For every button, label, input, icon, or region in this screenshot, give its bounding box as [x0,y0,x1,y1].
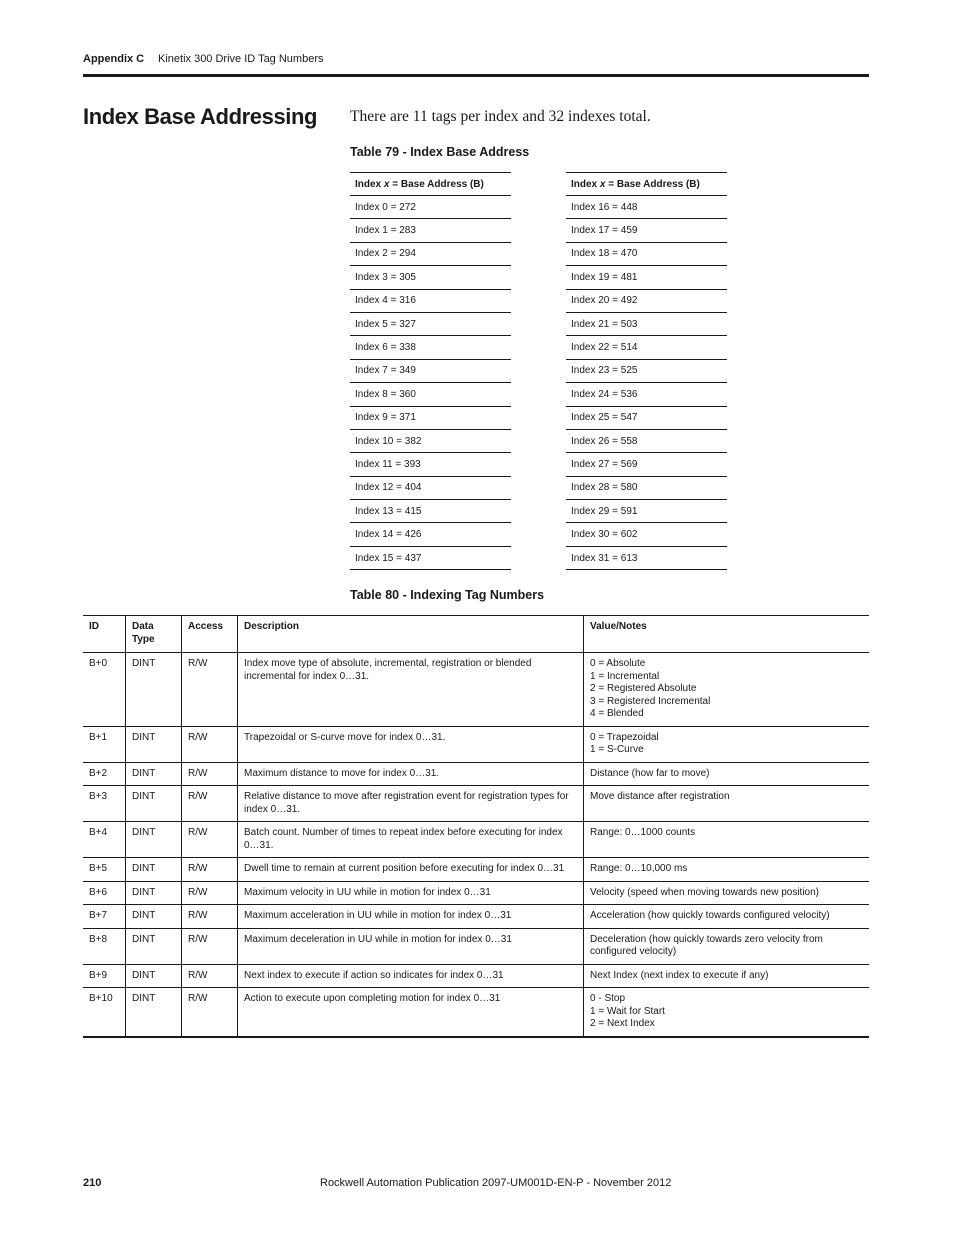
access-cell: R/W [182,762,238,786]
access-cell: R/W [182,786,238,822]
access-cell: R/W [182,905,238,929]
appendix-label: Appendix C [83,53,145,65]
index-base-cell: Index 23 = 525 [566,359,727,382]
table-row [350,219,511,242]
intro-text: There are 11 tags per index and 32 indexes total. [350,108,651,125]
table-row [83,762,869,786]
id-cell: B+4 [83,822,126,858]
access-cell: R/W [182,858,238,882]
value-notes-cell: 0 = Trapezoidal 1 = S-Curve [584,726,870,762]
running-header [83,53,324,65]
index-base-cell: Index 5 = 327 [350,312,511,335]
index-base-table-left [350,172,511,570]
index-base-cell: Index 10 = 382 [350,429,511,452]
table-row [83,881,869,905]
index-base-cell: Index 7 = 349 [350,359,511,382]
description-cell: Batch count. Number of times to repeat index before executing for index 0…31. [238,822,584,858]
index-base-cell: Index 11 = 393 [350,453,511,476]
data-type-cell: DINT [126,653,182,727]
table-row [350,266,511,289]
index-base-cell: Index 2 = 294 [350,242,511,265]
index-base-cell: Index 3 = 305 [350,266,511,289]
publication-info: Rockwell Automation Publication 2097-UM001D-EN-P - November 2012 [320,1177,672,1189]
table-row [566,429,727,452]
description-cell: Relative distance to move after registration event for registration types for index 0…31. [238,786,584,822]
table-row [83,653,869,727]
table-row [566,266,727,289]
col-value-notes: Value/Notes [584,616,870,653]
access-cell: R/W [182,928,238,964]
index-base-cell: Index 27 = 569 [566,453,727,476]
value-notes-cell: Range: 0…10,000 ms [584,858,870,882]
table-row [350,196,511,219]
table-row [566,289,727,312]
access-cell: R/W [182,822,238,858]
table-row [566,523,727,546]
data-type-cell: DINT [126,786,182,822]
index-base-cell: Index 29 = 591 [566,500,727,523]
value-notes-cell: 0 = Absolute 1 = Incremental 2 = Registered Absolute 3 = Registered Incremental 4 = Blended [584,653,870,727]
index-base-table-right [566,172,727,570]
value-notes-cell: Deceleration (how quickly towards zero velocity from configured velocity) [584,928,870,964]
id-cell: B+8 [83,928,126,964]
index-base-cell: Index 30 = 602 [566,523,727,546]
index-base-cell: Index 8 = 360 [350,383,511,406]
description-cell: Maximum velocity in UU while in motion for index 0…31 [238,881,584,905]
table-row [350,359,511,382]
table-row [566,219,727,242]
table-row [350,383,511,406]
table-row [350,546,511,569]
table-row [350,523,511,546]
description-cell: Next index to execute if action so indicates for index 0…31 [238,964,584,988]
table-row [83,726,869,762]
table-row [350,289,511,312]
index-base-cell: Index 13 = 415 [350,500,511,523]
table-row [350,242,511,265]
value-notes-cell: Move distance after registration [584,786,870,822]
index-base-cell: Index 25 = 547 [566,406,727,429]
data-type-cell: DINT [126,762,182,786]
description-cell: Dwell time to remain at current position before executing for index 0…31 [238,858,584,882]
table79-header: Index x = Base Address (B) [350,173,511,196]
table79-right-body [566,196,727,570]
index-base-cell: Index 12 = 404 [350,476,511,499]
value-notes-cell: Distance (how far to move) [584,762,870,786]
index-base-cell: Index 19 = 481 [566,266,727,289]
value-notes-cell: 0 - Stop 1 = Wait for Start 2 = Next Index [584,988,870,1037]
description-cell: Index move type of absolute, incremental, registration or blended incremental for index 0…31. [238,653,584,727]
table79-header: Index x = Base Address (B) [566,173,727,196]
col-access: Access [182,616,238,653]
access-cell: R/W [182,988,238,1037]
section-title: Index Base Addressing [83,104,318,129]
page-number: 210 [83,1177,102,1189]
id-cell: B+9 [83,964,126,988]
id-cell: B+7 [83,905,126,929]
index-base-cell: Index 17 = 459 [566,219,727,242]
table-row [350,312,511,335]
description-cell: Maximum deceleration in UU while in motion for index 0…31 [238,928,584,964]
index-base-cell: Index 6 = 338 [350,336,511,359]
index-base-cell: Index 16 = 448 [566,196,727,219]
table-row [566,312,727,335]
id-cell: B+6 [83,881,126,905]
id-cell: B+5 [83,858,126,882]
index-base-cell: Index 26 = 558 [566,429,727,452]
table-row [566,336,727,359]
table-row [350,476,511,499]
table-row [566,383,727,406]
table-row [566,476,727,499]
access-cell: R/W [182,726,238,762]
data-type-cell: DINT [126,905,182,929]
index-base-cell: Index 28 = 580 [566,476,727,499]
table80-header-row [83,616,869,653]
data-type-cell: DINT [126,964,182,988]
id-cell: B+1 [83,726,126,762]
description-cell: Maximum distance to move for index 0…31. [238,762,584,786]
table-row [83,822,869,858]
table79-left-body [350,196,511,570]
table-row [83,858,869,882]
table-row [350,406,511,429]
table80-body [83,653,869,1037]
header-rule [83,74,869,77]
table-row [566,196,727,219]
index-base-cell: Index 22 = 514 [566,336,727,359]
table79-caption: Table 79 - Index Base Address [350,145,530,159]
description-cell: Trapezoidal or S-curve move for index 0…31. [238,726,584,762]
col-description: Description [238,616,584,653]
id-cell: B+2 [83,762,126,786]
data-type-cell: DINT [126,726,182,762]
value-notes-cell: Next Index (next index to execute if any) [584,964,870,988]
value-notes-cell: Acceleration (how quickly towards configured velocity) [584,905,870,929]
data-type-cell: DINT [126,928,182,964]
id-cell: B+10 [89,993,113,1004]
table-row [350,500,511,523]
table-row [350,429,511,452]
value-notes-cell: Velocity (speed when moving towards new position) [584,881,870,905]
table-row [566,242,727,265]
index-base-cell: Index 4 = 316 [350,289,511,312]
data-type-cell: DINT [126,822,182,858]
index-base-cell: Index 18 = 470 [566,242,727,265]
access-cell: R/W [182,653,238,727]
table80-caption: Table 80 - Indexing Tag Numbers [350,588,545,602]
index-base-cell: Index 24 = 536 [566,383,727,406]
index-base-cell: Index 14 = 426 [350,523,511,546]
chapter-title: Kinetix 300 Drive ID Tag Numbers [158,53,324,65]
table-row [350,453,511,476]
index-base-cell: Index 20 = 492 [566,289,727,312]
access-cell: R/W [182,881,238,905]
id-cell: B+0 [83,653,126,727]
data-type-cell: DINT [126,858,182,882]
table-row [83,964,869,988]
index-base-cell: Index 31 = 613 [566,546,727,569]
value-notes-cell: Range: 0…1000 counts [584,822,870,858]
index-base-cell: Index 21 = 503 [566,312,727,335]
description-cell: Action to execute upon completing motion for index 0…31 [238,988,584,1037]
data-type-cell: DINT [126,988,182,1037]
table-row [83,905,869,929]
index-base-cell: Index 9 = 371 [350,406,511,429]
table-row [566,359,727,382]
col-data-type: Data Type [126,616,182,653]
table-row [83,928,869,964]
table-row [350,336,511,359]
table-row [566,453,727,476]
table-row [83,988,869,1037]
index-base-cell: Index 15 = 437 [350,546,511,569]
table-row [566,546,727,569]
table-row [566,500,727,523]
table-row [566,406,727,429]
indexing-tag-table [83,615,869,1038]
index-base-cell: Index 1 = 283 [350,219,511,242]
id-cell: B+3 [83,786,126,822]
col-id: ID [83,616,126,653]
table-row [83,786,869,822]
access-cell: R/W [182,964,238,988]
data-type-cell: DINT [126,881,182,905]
index-base-cell: Index 0 = 272 [350,196,511,219]
description-cell: Maximum acceleration in UU while in motion for index 0…31 [238,905,584,929]
